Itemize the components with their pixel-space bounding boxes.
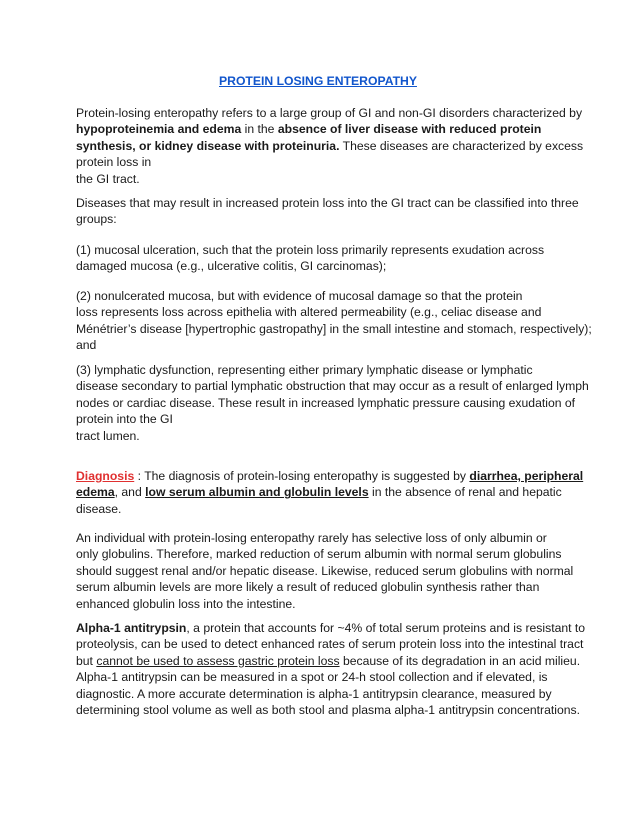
diagnosis-text-3: in the absence of renal and hepatic: [368, 485, 562, 500]
diagnosis-line-3: disease.: [76, 501, 122, 516]
intro-text-3: These diseases are characterized by excess: [339, 138, 584, 153]
diagnosis-text-1: : The diagnosis of protein-losing enteropathy is suggested by: [134, 469, 470, 483]
diagnosis-label: Diagnosis: [76, 469, 135, 483]
group-3-line-1: (3) lymphatic dysfunction, representing either primary lymphatic disease or lymphatic: [76, 363, 533, 377]
intro-line-3: [76, 138, 584, 154]
groups-intro-line-1: Diseases that may result in increased protein loss into the GI tract can be classified into three: [76, 196, 579, 210]
alpha-text-1: , a protein that accounts for ~4% of total serum proteins and is resistant to: [186, 621, 586, 635]
alpha-line-3: [76, 653, 581, 669]
group-3-line-4: protein into the GI: [76, 412, 173, 427]
alpha-line-4: Alpha-1 antitrypsin can be measured in a spot or 24-h stool collection and if elevated, is: [76, 670, 548, 685]
group-2-paragraph: [76, 288, 592, 354]
intro-line-4: protein loss in: [76, 155, 152, 170]
diagnosis-line-2: [76, 484, 576, 500]
diagnosis-text-2: , and: [114, 485, 146, 500]
group-1-line-2: damaged mucosa (e.g., ulcerative colitis, GI carcinomas);: [76, 259, 387, 274]
intro-line-5: the GI tract.: [76, 171, 140, 186]
intro-bold-2: absence of liver disease with reduced protein: [277, 122, 542, 137]
alpha-underlined: cannot be used to assess gastric protein loss: [96, 653, 340, 668]
diagnosis-paragraph: [76, 468, 584, 517]
alpha-line-2: proteolysis, can be used to detect enhanced rates of serum protein loss into the intestinal tract: [76, 637, 584, 652]
group-1-line-1: (1) mucosal ulceration, such that the protein loss primarily represents exudation across: [76, 243, 545, 257]
group-1-paragraph: [76, 242, 576, 275]
intro-bold-1: hypoproteinemia and edema: [76, 122, 242, 137]
intro-line-2: [76, 121, 576, 137]
diagnosis-finding-1: diarrhea, peripheral: [469, 469, 584, 483]
individual-line-3: should suggest renal and/or hepatic disease. Likewise, reduced serum globulins with normal: [76, 563, 574, 578]
group-2-line-1: (2) nonulcerated mucosa, but with evidence of mucosal damage so that the protein: [76, 289, 523, 303]
alpha-line-5: diagnostic. A more accurate determination is alpha-1 antitrypsin clearance, measured by: [76, 686, 552, 701]
diagnosis-finding-3: low serum albumin and globulin levels: [145, 485, 369, 500]
alpha-line-1: [76, 620, 586, 636]
individual-line-5: enhanced globulin loss into the intestine.: [76, 596, 296, 611]
diagnosis-line-1: [76, 468, 584, 484]
individual-paragraph: [76, 530, 576, 612]
individual-line-4: serum albumin levels are more likely a result of reduced globulin synthesis rather than: [76, 580, 540, 595]
intro-text-2: in the: [241, 122, 278, 137]
group-3-line-5: tract lumen.: [76, 428, 140, 443]
alpha-term: Alpha-1 antitrypsin: [76, 621, 187, 635]
alpha-paragraph: [76, 620, 586, 718]
document-title: PROTEIN LOSING ENTEROPATHY: [219, 74, 417, 88]
groups-intro-paragraph: [76, 195, 579, 228]
diagnosis-finding-2: edema: [76, 485, 115, 500]
group-2-line-2: loss represents loss across epithelia with altered permeability (e.g., celiac disease and: [76, 305, 542, 320]
intro-line-1: Protein-losing enteropathy refers to a large group of GI and non-GI disorders characterized by: [76, 106, 583, 120]
intro-paragraph: [76, 105, 584, 187]
group-2-line-3: Ménétrier’s disease [hypertrophic gastropathy] in the small intestine and stomach, respectively);: [76, 321, 592, 336]
alpha-text-3b: because of its degradation in an acid milieu.: [339, 653, 581, 668]
alpha-text-3a: but: [76, 653, 97, 668]
intro-bold-3: synthesis, or kidney disease with proteinuria.: [76, 138, 340, 153]
group-3-line-3: nodes or cardiac disease. These result in increased lymphatic pressure causing exudation of: [76, 395, 576, 410]
individual-line-2: only globulins. Therefore, marked reduction of serum albumin with normal serum globulins: [76, 547, 562, 562]
group-3-paragraph: [76, 362, 589, 444]
alpha-line-6: determining stool volume as well as both stool and plasma alpha-1 antitrypsin concentrations.: [76, 703, 581, 718]
group-2-line-4: and: [76, 338, 97, 353]
individual-line-1: An individual with protein-losing enteropathy rarely has selective loss of only albumin or: [76, 531, 547, 545]
group-3-line-2: disease secondary to partial lymphatic obstruction that may occur as a result of enlarged lymph: [76, 379, 589, 394]
groups-intro-line-2: groups:: [76, 212, 117, 227]
